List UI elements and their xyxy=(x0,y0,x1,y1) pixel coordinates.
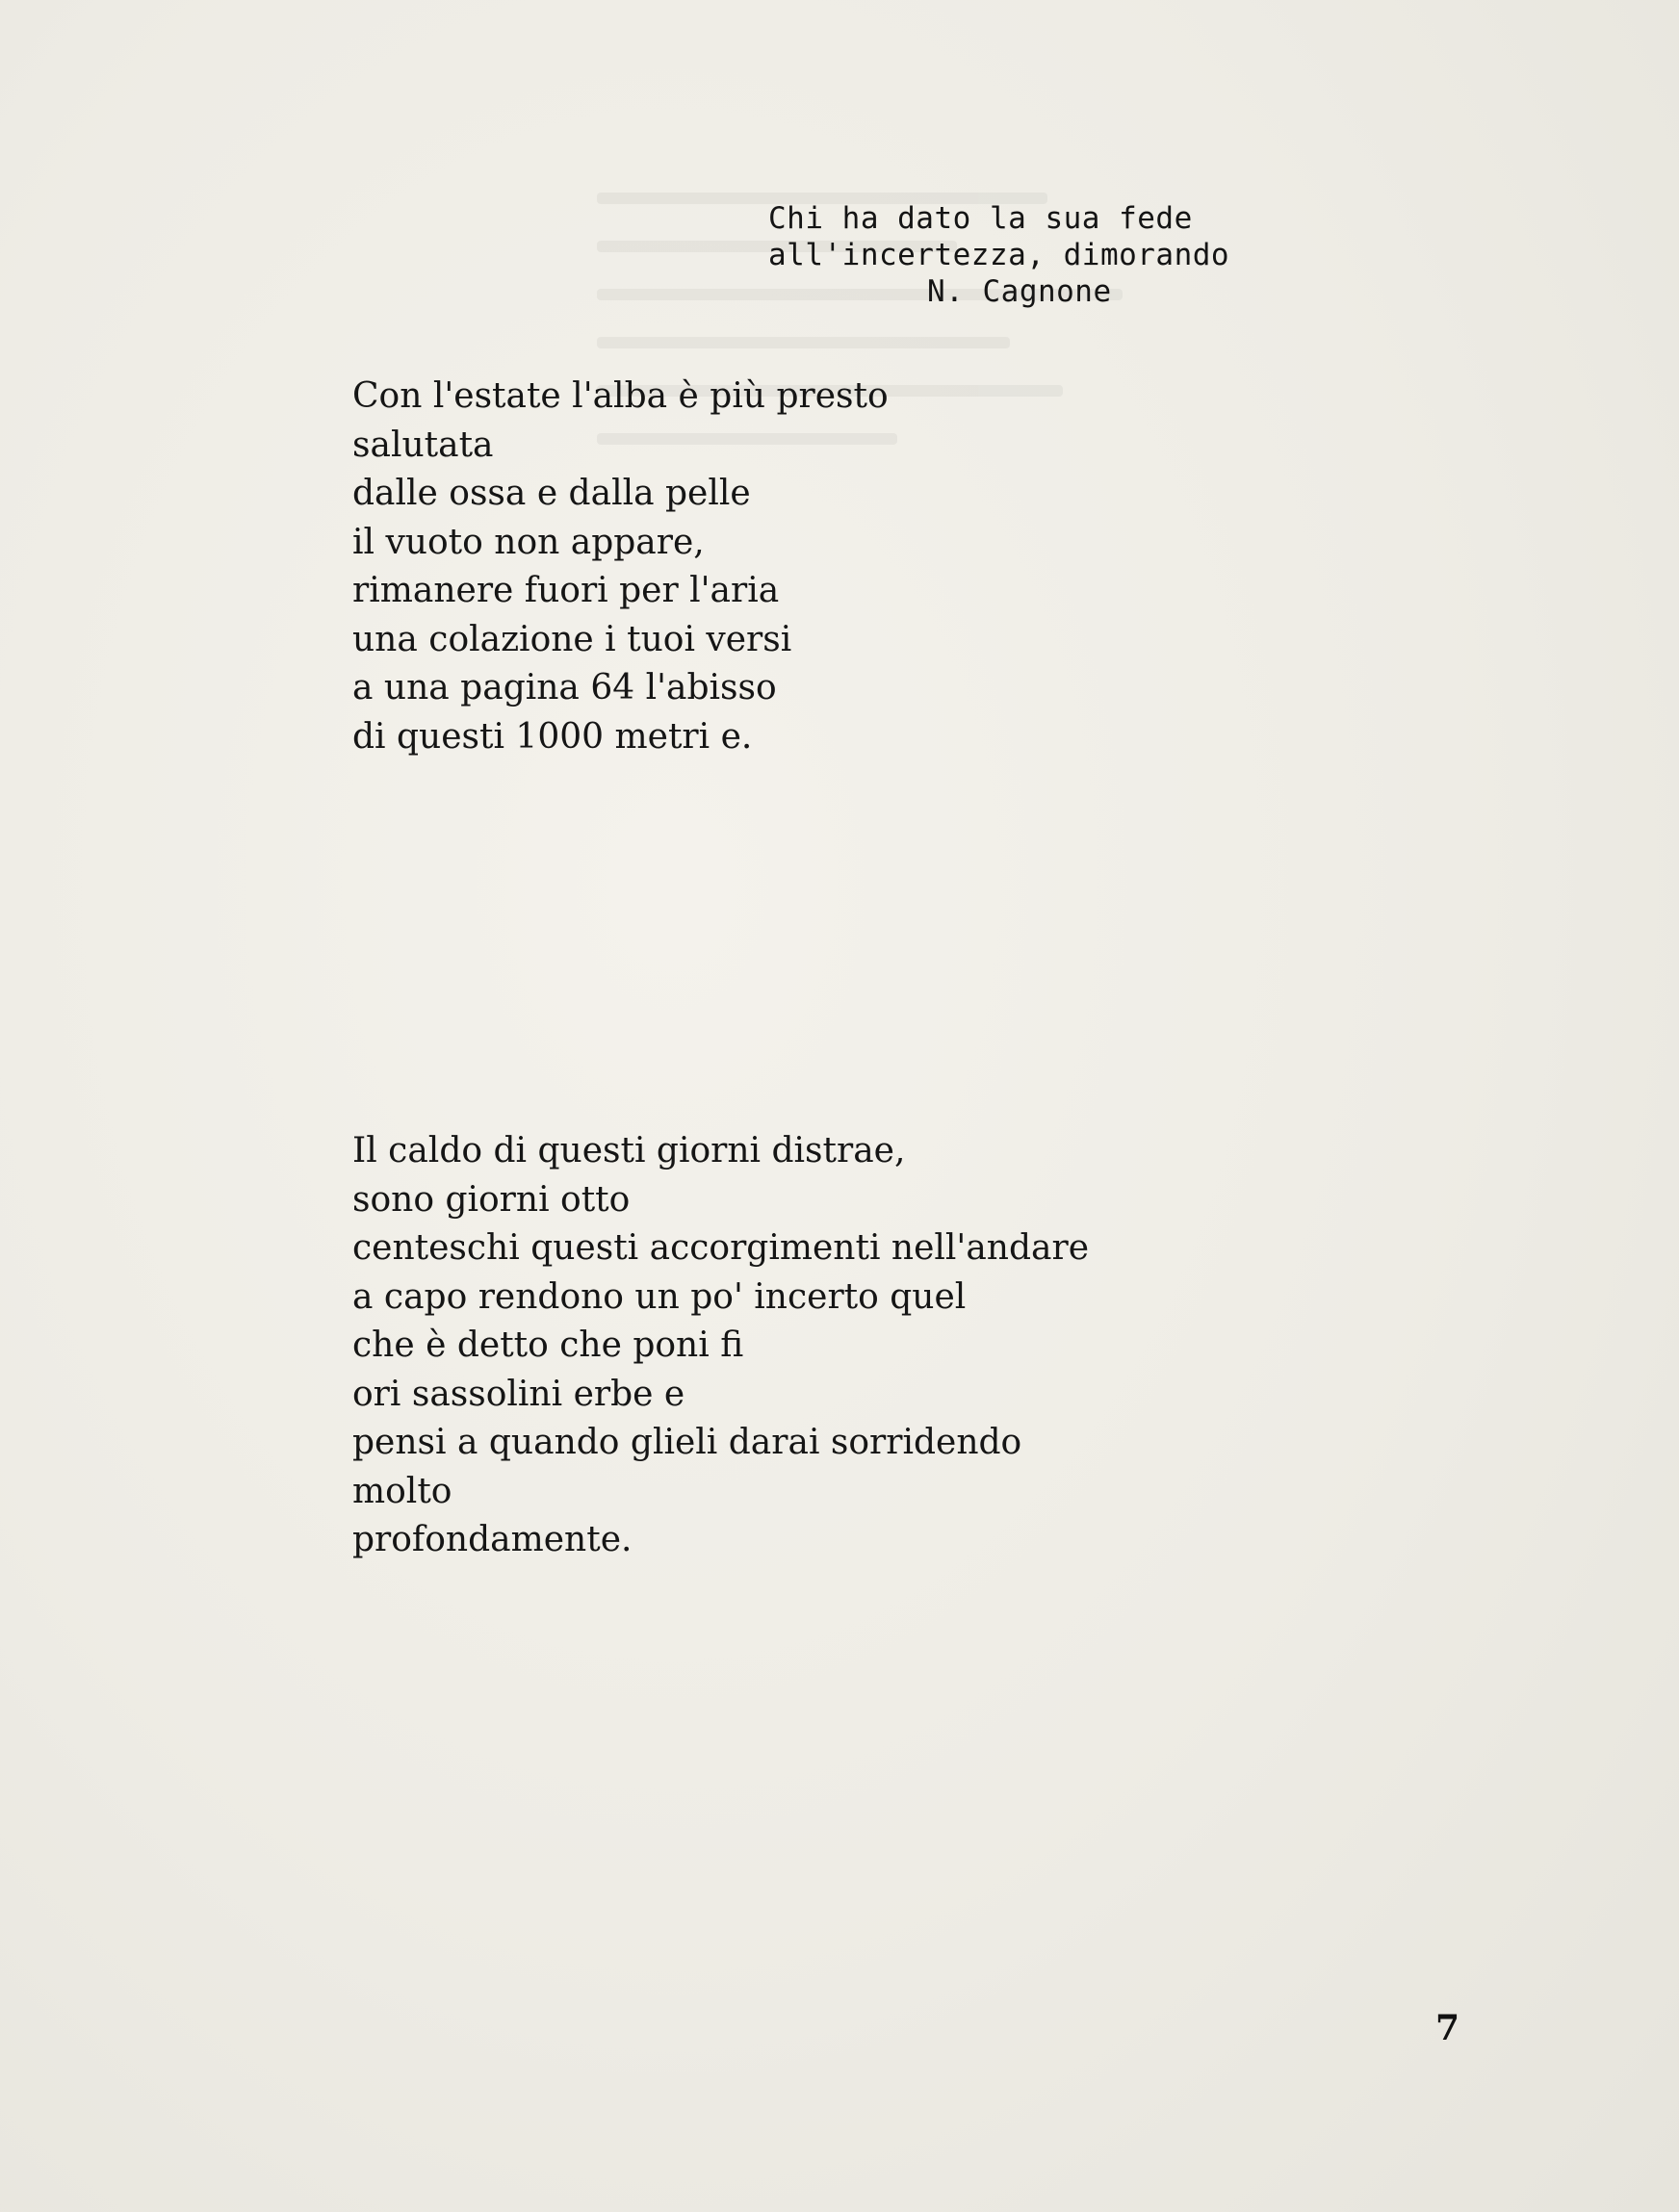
page-number: 7 xyxy=(1435,2008,1460,2048)
poem-line: Con l'estate l'alba è più presto xyxy=(352,376,889,416)
epigraph xyxy=(768,200,1229,310)
poem-line: il vuoto non appare, xyxy=(352,522,705,562)
poem-line: una colazione i tuoi versi xyxy=(352,619,792,659)
epigraph-line: Chi ha dato la sua fede xyxy=(768,201,1193,236)
poem-second xyxy=(352,1127,1089,1565)
poem-line: sono giorni otto xyxy=(352,1179,631,1220)
epigraph-line: all'incertezza, dimorando xyxy=(768,238,1230,272)
poem-line: a capo rendono un po' incerto quel xyxy=(352,1276,967,1317)
poem-line: profondamente. xyxy=(352,1520,633,1559)
poem-line: di questi 1000 metri e. xyxy=(352,716,753,757)
poem-line: a una pagina 64 l'abisso xyxy=(352,668,777,707)
poem-line: dalle ossa e dalla pelle xyxy=(352,474,751,513)
poem-line: pensi a quando glieli darai sorridendo xyxy=(352,1423,1022,1462)
poem-line: centeschi questi accorgimenti nell'andare xyxy=(352,1228,1089,1268)
poem-line: ori sassolini erbe e xyxy=(352,1374,685,1414)
poem-line: Il caldo di questi giorni distrae, xyxy=(352,1131,906,1170)
poem-first xyxy=(352,373,889,761)
poem-line: rimanere fuori per l'aria xyxy=(352,571,780,610)
poem-line: molto xyxy=(352,1471,452,1511)
poem-line: salutata xyxy=(352,424,494,465)
epigraph-author: N. Cagnone xyxy=(927,274,1112,309)
poem-line: che è detto che poni fi xyxy=(352,1325,744,1365)
